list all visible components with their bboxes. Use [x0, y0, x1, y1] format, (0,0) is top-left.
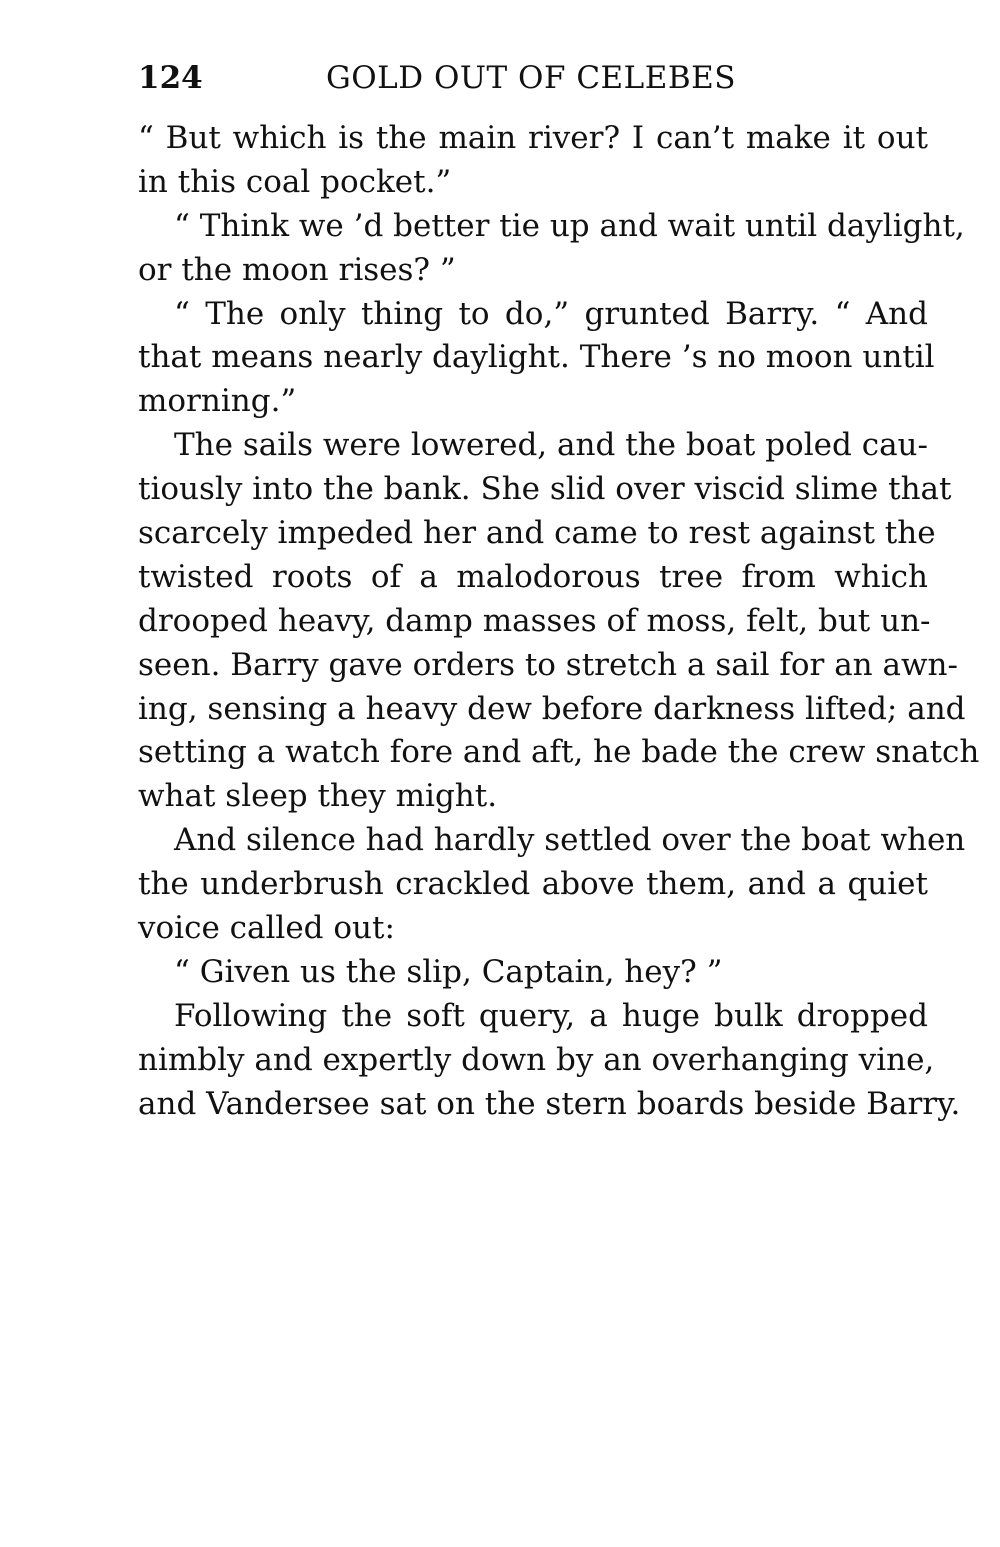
text-line: ing, sensing a heavy dew before darkness lifted; and: [138, 690, 966, 727]
paragraph: [138, 117, 928, 205]
text-line: “ Given us the slip, Captain, hey? ”: [174, 953, 723, 990]
paragraph: [138, 951, 928, 995]
text-line: seen. Barry gave orders to stretch a sail for an awn-: [138, 646, 958, 683]
text-line: morning.”: [138, 383, 297, 420]
text-line: setting a watch fore and aft, he bade the crew snatch: [138, 734, 980, 771]
text-line: tiously into the bank. She slid over viscid slime that: [138, 471, 952, 508]
text-line: and Vandersee sat on the stern boards beside Barry.: [138, 1085, 961, 1122]
text-line: The sails were lowered, and the boat poled cau-: [174, 427, 928, 464]
paragraph: [138, 205, 965, 293]
text-line: that means nearly daylight. There ’s no moon until: [138, 339, 935, 376]
body-text: [138, 117, 980, 1126]
text-line: drooped heavy, damp masses of moss, felt, but un-: [138, 602, 931, 639]
text-line: And silence had hardly settled over the boat when: [174, 822, 966, 859]
paragraph: [138, 819, 966, 951]
paragraph: [138, 995, 961, 1127]
text-line: or the moon rises? ”: [138, 251, 456, 288]
text-line: nimbly and expertly down by an overhanging vine,: [138, 1041, 935, 1078]
page-number: 124: [138, 60, 203, 96]
text-line: in this coal pocket.”: [138, 163, 452, 200]
text-line: scarcely impeded her and came to rest against the: [138, 515, 936, 552]
text-line: the underbrush crackled above them, and a quiet: [138, 866, 928, 903]
running-head: [138, 56, 928, 100]
text-line: “ But which is the main river? I can’t make it out: [138, 120, 928, 156]
text-line: Following the soft query, a huge bulk dropped: [174, 997, 928, 1034]
text-line: “ Think we ’d better tie up and wait until daylight,: [174, 207, 965, 244]
text-line: what sleep they might.: [138, 778, 498, 815]
text-line: “ The only thing to do,” grunted Barry. “ And: [174, 295, 928, 332]
paragraph: [138, 293, 935, 425]
text-line: voice called out:: [138, 910, 395, 947]
paragraph: [138, 424, 980, 819]
book-title: GOLD OUT OF CELEBES: [326, 60, 737, 96]
text-line: twisted roots of a malodorous tree from which: [138, 558, 928, 595]
